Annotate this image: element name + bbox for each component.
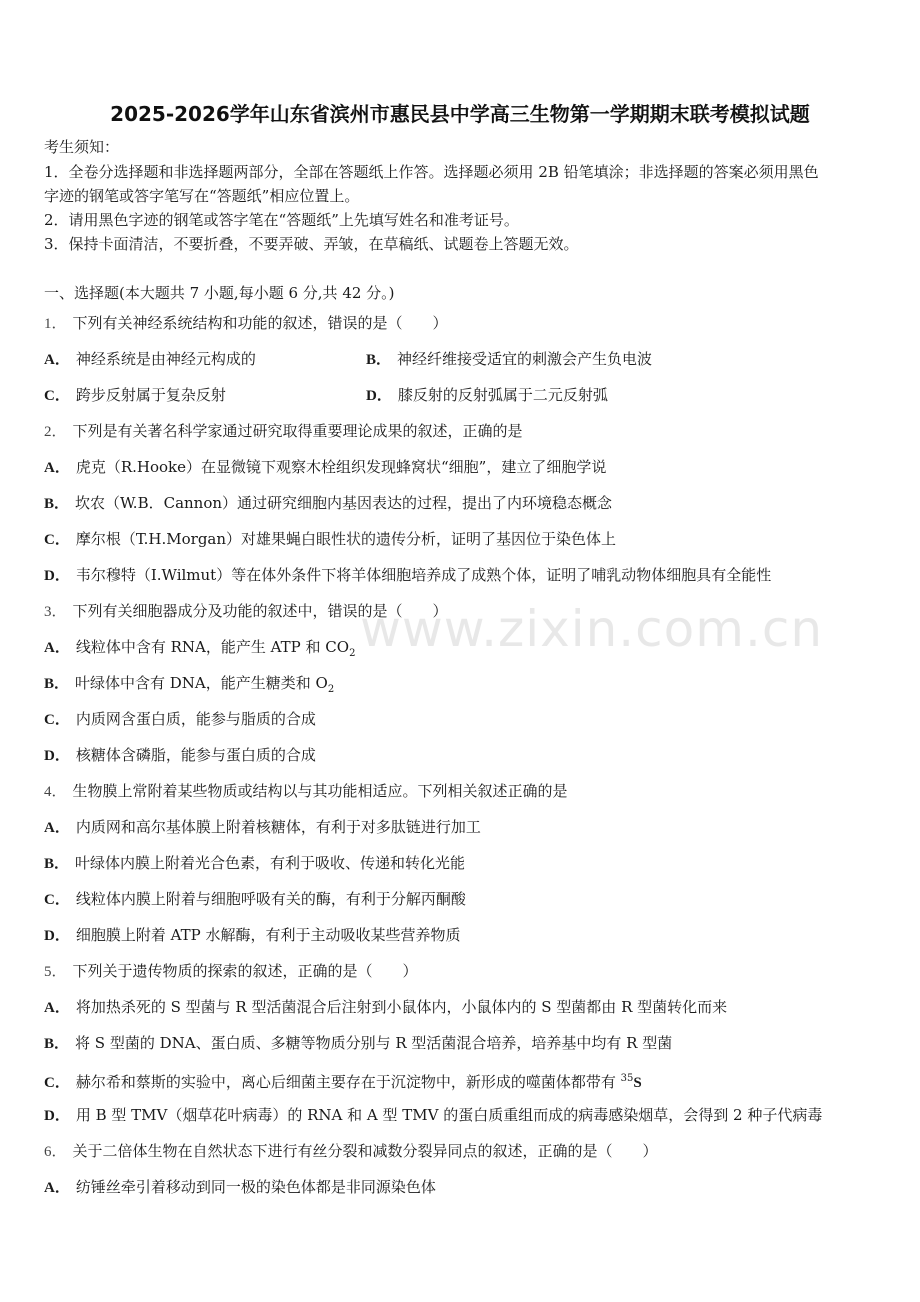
question-number: 1． [44, 316, 67, 332]
notice-item-3: 3．保持卡面清洁，不要折叠，不要弄破、弄皱，在草稿纸、试题卷上答题无效。 [44, 235, 579, 253]
question-4-option-c [44, 889, 466, 910]
option-text: 用 B 型 TMV（烟草花叶病毒）的 RNA 和 A 型 TMV 的蛋白质重组而成的病毒感染烟草，会得到 2 种子代病毒 [75, 1106, 823, 1124]
option-label: C． [44, 388, 70, 404]
option-label: C． [44, 1075, 70, 1091]
option-label: D． [44, 748, 70, 764]
question-2-option-d [44, 565, 771, 586]
question-4-option-b [44, 853, 465, 874]
option-text-tail: S [633, 1075, 642, 1091]
question-3-option-a [44, 637, 355, 664]
question-5-option-d [44, 1105, 822, 1126]
question-3-option-d [44, 745, 316, 766]
option-label: B． [44, 1036, 70, 1052]
question-4-option-a [44, 817, 481, 838]
notice-heading: 考生须知： [44, 138, 120, 156]
question-text: 下列是有关著名科学家通过研究取得重要理论成果的叙述，正确的是 [72, 422, 523, 440]
option-label: A． [44, 1180, 70, 1196]
question-number: 6． [44, 1144, 67, 1160]
question-4-option-d [44, 925, 461, 946]
option-label: B． [44, 856, 70, 872]
option-text: 韦尔穆特（I.Wilmut）等在体外条件下将羊体细胞培养成了成熟个体，证明了哺乳动物体细胞具有全能性 [75, 566, 772, 584]
option-label: A． [44, 1000, 70, 1016]
subscript: 2 [327, 684, 335, 695]
question-3-option-b [44, 673, 334, 700]
superscript: 35 [620, 1073, 634, 1084]
page-title: 2025-2026学年山东省滨州市惠民县中学高三生物第一学期期末联考模拟试题 [110, 102, 810, 126]
option-text: 内质网含蛋白质，能参与脂质的合成 [75, 710, 316, 728]
option-text: 核糖体含磷脂，能参与蛋白质的合成 [75, 746, 316, 764]
question-number: 5． [44, 964, 67, 980]
option-label: A． [44, 352, 70, 368]
question-number: 2． [44, 424, 67, 440]
option-text: 将加热杀死的 S 型菌与 R 型活菌混合后注射到小鼠体内，小鼠体内的 S 型菌都由 R 型菌转化而来 [75, 998, 728, 1016]
option-text: 纺锤丝牵引着移动到同一极的染色体都是非同源染色体 [75, 1178, 436, 1196]
notice-item-2: 2．请用黑色字迹的钢笔或答字笔在“答题纸”上先填写姓名和准考证号。 [44, 211, 519, 229]
question-text: 下列关于遗传物质的探索的叙述，正确的是（ ） [72, 962, 418, 980]
question-2-option-a [44, 457, 606, 478]
option-text: 神经系统是由神经元构成的 [75, 350, 256, 368]
option-label: C． [44, 892, 70, 908]
question-1-option-d [366, 385, 608, 406]
question-5-stem [44, 961, 418, 982]
option-label: D． [44, 1108, 70, 1124]
question-number: 3． [44, 604, 67, 620]
watermark: www.zixin.com.cn [360, 600, 824, 658]
option-label: B． [44, 676, 70, 692]
option-text: 坎农（W.B．Cannon）通过研究细胞内基因表达的过程，提出了内环境稳态概念 [75, 494, 613, 512]
question-number: 4． [44, 784, 67, 800]
option-label: D． [44, 568, 70, 584]
option-text: 叶绿体内膜上附着光合色素，有利于吸收、传递和转化光能 [75, 854, 466, 872]
question-3-stem [44, 601, 448, 622]
option-text: 线粒体中含有 RNA，能产生 ATP 和 CO [75, 638, 350, 656]
question-text: 下列有关神经系统结构和功能的叙述，错误的是（ ） [72, 314, 448, 332]
option-text: 跨步反射属于复杂反射 [75, 386, 226, 404]
option-text: 赫尔希和蔡斯的实验中，离心后细菌主要存在于沉淀物中，新形成的噬菌体都带有 [75, 1073, 621, 1091]
question-text: 生物膜上常附着某些物质或结构以与其功能相适应。下列相关叙述正确的是 [72, 782, 568, 800]
question-6-stem [44, 1141, 658, 1162]
question-1-option-b [366, 349, 652, 370]
question-1-option-a [44, 349, 256, 370]
option-text: 神经纤维接受适宜的刺激会产生负电波 [397, 350, 653, 368]
question-2-option-b [44, 493, 612, 514]
question-5-option-a [44, 997, 727, 1018]
question-text: 下列有关细胞器成分及功能的叙述中，错误的是（ ） [72, 602, 448, 620]
notice-item-1-line-2: 字迹的钢笔或答字笔写在“答题纸”相应位置上。 [44, 187, 360, 205]
option-label: A． [44, 640, 70, 656]
option-text: 线粒体内膜上附着与细胞呼吸有关的酶，有利于分解丙酮酸 [75, 890, 466, 908]
option-label: A． [44, 820, 70, 836]
option-text: 细胞膜上附着 ATP 水解酶，有利于主动吸收某些营养物质 [75, 926, 461, 944]
option-label: C． [44, 532, 70, 548]
question-6-option-a [44, 1177, 436, 1198]
option-text: 摩尔根（T.H.Morgan）对雄果蝇白眼性状的遗传分析，证明了基因位于染色体上 [75, 530, 617, 548]
option-text: 膝反射的反射弧属于二元反射弧 [397, 386, 608, 404]
section-heading: 一、选择题(本大题共 7 小题,每小题 6 分,共 42 分。) [44, 284, 395, 302]
option-label: C． [44, 712, 70, 728]
option-text: 叶绿体中含有 DNA，能产生糖类和 O [75, 674, 328, 692]
question-2-option-c [44, 529, 616, 550]
question-1-stem [44, 313, 448, 334]
option-text: 将 S 型菌的 DNA、蛋白质、多糖等物质分别与 R 型活菌混合培养，培养基中均有 R 型菌 [75, 1034, 673, 1052]
notice-item-1-line-1: 1．全卷分选择题和非选择题两部分，全部在答题纸上作答。选择题必须用 2B 铅笔填涂；非选择题的答案必须用黑色 [44, 163, 819, 181]
question-2-stem [44, 421, 523, 442]
question-1-option-c [44, 385, 226, 406]
option-label: D． [44, 928, 70, 944]
option-label: D． [366, 388, 392, 404]
question-text: 关于二倍体生物在自然状态下进行有丝分裂和减数分裂异同点的叙述，正确的是（ ） [72, 1142, 658, 1160]
option-label: B． [44, 496, 70, 512]
option-label: B． [366, 352, 392, 368]
option-label: A． [44, 460, 70, 476]
question-5-option-b [44, 1033, 672, 1054]
question-3-option-c [44, 709, 316, 730]
question-5-option-c [44, 1069, 642, 1093]
option-text: 虎克（R.Hooke）在显微镜下观察木栓组织发现蜂窝状“细胞”，建立了细胞学说 [75, 458, 607, 476]
option-text: 内质网和高尔基体膜上附着核糖体，有利于对多肽链进行加工 [75, 818, 481, 836]
subscript: 2 [349, 648, 356, 659]
question-4-stem [44, 781, 568, 802]
